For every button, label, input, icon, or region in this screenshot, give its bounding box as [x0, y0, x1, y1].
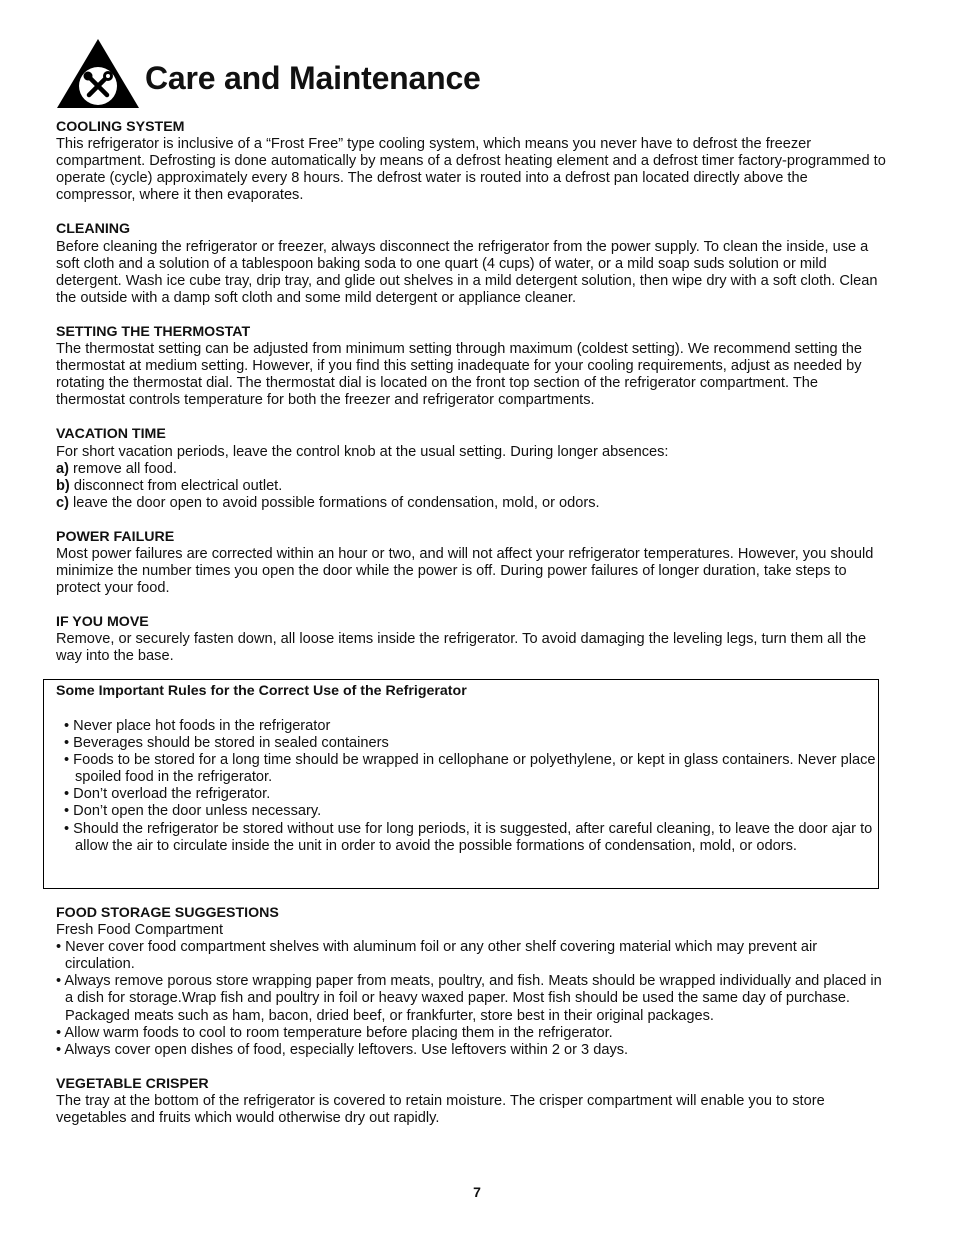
- section-food-storage: [56, 905, 886, 1127]
- page-title: Care and Maintenance: [145, 60, 481, 96]
- section-body: The thermostat setting can be adjusted from minimum setting through maximum (coldest setting). We recommend setting the thermostat at medium setting. However, if you find this setting inadequate for your cooling requirements, adjust as needed by rotating the thermostat dial. The thermostat dial is located on the front top section of the refrigerator compartment. The thermostat controls temperature for both the freezer and refrigerator compartments.: [56, 341, 862, 409]
- section-heading: CLEANING: [56, 221, 131, 238]
- section-cooling-system: [56, 119, 886, 204]
- section-heading: VEGETABLE CRISPER: [56, 1075, 209, 1092]
- section-body: Remove, or securely fasten down, all loose items inside the refrigerator. To avoid damaging the leveling legs, turn them all the way into the base.: [56, 631, 867, 665]
- section-vacation-time: [56, 426, 886, 511]
- section-heading: COOLING SYSTEM: [56, 119, 185, 135]
- list-item: • Don’t open the door unless necessary.: [64, 803, 322, 820]
- section-body: The tray at the bottom of the refrigerator is covered to retain moisture. The crisper compartment will enable you to store vegetables and fruits which would otherwise dry out rapidly.: [56, 1092, 825, 1127]
- list-item: • Should the refrigerator be stored without use for long periods, it is suggested, after careful cleaning, to leave the door ajar to allow the air to circulate inside the unit in order to avoid the possible formations of condensation, mold, or odors.: [64, 820, 873, 854]
- section-body: Before cleaning the refrigerator or freezer, always disconnect the refrigerator from the power supply. To clean the inside, use a soft cloth and a solution of a tablespoon baking soda to one quart (4 cups) of water, or a mild soap suds solution or mild detergent. Wash ice cube tray, drip tray, and glide out shelves in a mild detergent solution, then wipe dry with a soft cloth. Clean the outside with a damp soft cloth and some mild detergent or appliance cleaner.: [56, 238, 878, 306]
- item-text: disconnect from electrical outlet.: [69, 477, 283, 494]
- section-body: For short vacation periods, leave the control knob at the usual setting. During longer absences:: [56, 443, 669, 460]
- rules-heading: Some Important Rules for the Correct Use of the Refrigerator: [56, 683, 467, 699]
- section-heading: IF YOU MOVE: [56, 614, 149, 631]
- page-number: 7: [473, 1184, 481, 1200]
- section-heading: VACATION TIME: [56, 426, 166, 443]
- list-item: • Foods to be stored for a long time should be wrapped in cellophane or polyethylene, or kept in glass containers. Never place spoiled food in the refrigerator.: [64, 752, 876, 786]
- section-heading: POWER FAILURE: [56, 528, 175, 545]
- item-letter: b): [56, 477, 70, 494]
- section-if-you-move: [56, 614, 886, 665]
- list-item: • Allow warm foods to cool to room temperature before placing them in the refrigerator.: [56, 1024, 613, 1041]
- section-subheading: Fresh Food Compartment: [56, 922, 224, 939]
- item-text: remove all food.: [68, 460, 177, 477]
- section-body: This refrigerator is inclusive of a “Frost Free” type cooling system, which means you never have to defrost the freezer compartment. Defrosting is done automatically by means of a defrost heating element and a defrost timer factory-programmed to operate (cycle) approximately every 8 hours. The defrost water is routed into a defrost pan located directly above the compressor, where it then evaporates.: [56, 136, 886, 204]
- list-item: [56, 461, 886, 478]
- list-item: • Never place hot foods in the refrigerator: [64, 718, 331, 734]
- list-item: [56, 495, 886, 512]
- important-rules-box: [43, 679, 879, 889]
- list-item: [56, 478, 886, 495]
- item-text: leave the door open to avoid possible formations of condensation, mold, or odors.: [68, 494, 600, 511]
- list-item: • Beverages should be stored in sealed containers: [64, 735, 389, 752]
- section-power-failure: [56, 529, 886, 597]
- section-vegetable-crisper: [56, 1076, 886, 1127]
- section-cleaning: [56, 221, 886, 306]
- list-item: • Don’t overload the refrigerator.: [64, 786, 271, 803]
- section-heading: FOOD STORAGE SUGGESTIONS: [56, 905, 279, 921]
- main-content: [56, 119, 886, 683]
- section-heading: SETTING THE THERMOSTAT: [56, 323, 251, 340]
- rules-list: [64, 718, 876, 855]
- list-item: • Always cover open dishes of food, especially leftovers. Use leftovers within 2 or 3 days.: [56, 1041, 629, 1058]
- list-item: • Always remove porous store wrapping paper from meats, poultry, and fish. Meats should be wrapped individually and placed in a dish for storage.Wrap fish and poultry in foil or heavy waxed paper. Most fish should be used the same day of purchase. Packaged meats such as ham, bacon, dried beef, or frankfurter, store best in their original packages.: [56, 973, 882, 1024]
- list-item: • Never cover food compartment shelves with aluminum foil or any other shelf covering material which may prevent air circulation.: [56, 939, 818, 973]
- item-letter: c): [56, 494, 69, 511]
- section-body: Most power failures are corrected within an hour or two, and will not affect your refrigerator temperatures. However, you should minimize the number times you open the door while the power is off. During power failures of longer duration, take steps to protect your food.: [56, 545, 874, 597]
- section-thermostat: [56, 324, 886, 409]
- item-letter: a): [56, 460, 69, 477]
- food-list: [56, 939, 886, 1059]
- tools-warning-icon: [56, 38, 140, 110]
